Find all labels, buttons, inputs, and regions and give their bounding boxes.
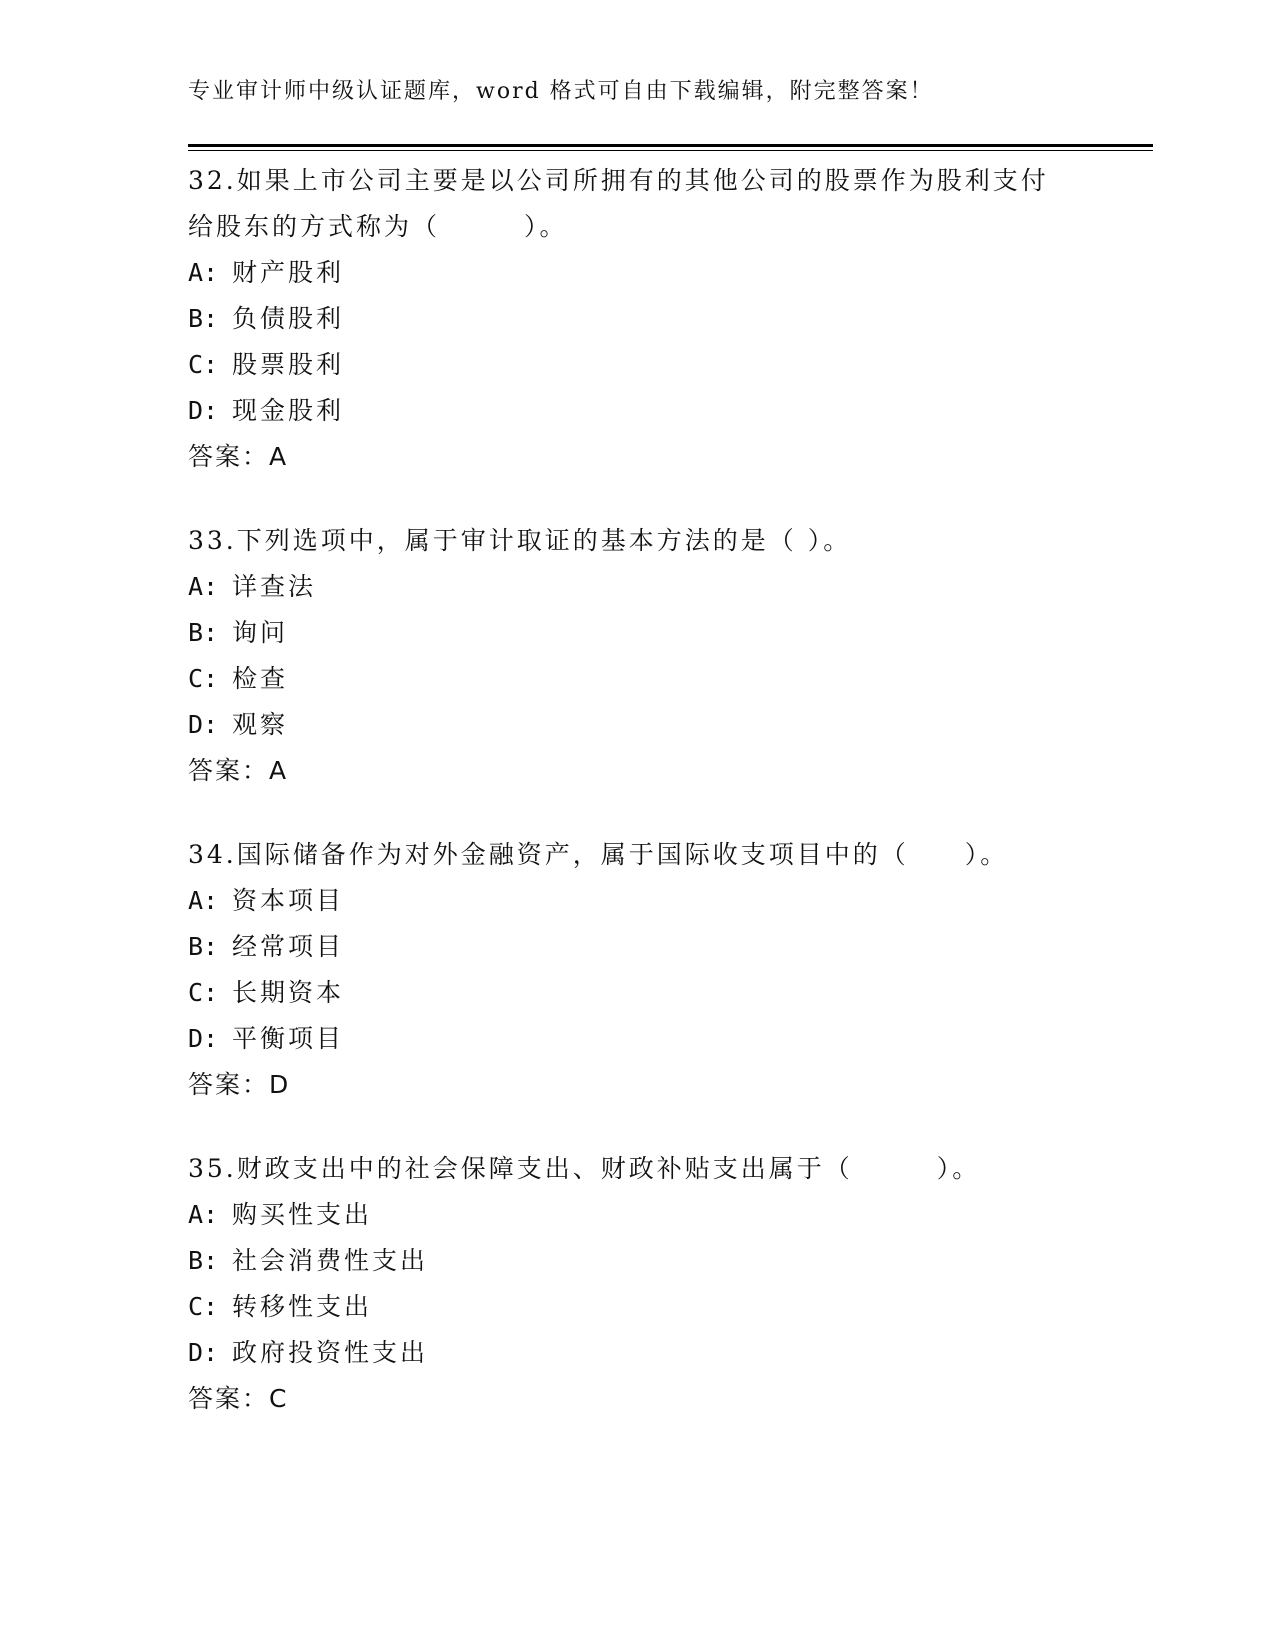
option-text: 详查法 xyxy=(232,572,317,601)
option-label: A: xyxy=(188,258,219,287)
option-c xyxy=(188,342,1153,388)
option-label: B: xyxy=(188,618,219,647)
answer-line: 答案：C xyxy=(188,1384,289,1413)
question-33 xyxy=(188,518,1153,794)
option-d xyxy=(188,702,1153,748)
option-label: A: xyxy=(188,1200,219,1229)
option-c xyxy=(188,970,1153,1016)
question-stem-line: 33.下列选项中，属于审计取证的基本方法的是（ ）。 xyxy=(188,526,852,555)
option-text: 转移性支出 xyxy=(232,1292,373,1321)
option-c xyxy=(188,656,1153,702)
question-32 xyxy=(188,158,1153,480)
option-text: 经常项目 xyxy=(232,932,345,961)
option-a xyxy=(188,250,1153,296)
page-header: 专业审计师中级认证题库，word 格式可自由下载编辑，附完整答案！ xyxy=(188,79,934,104)
answer-line: 答案：A xyxy=(188,756,289,785)
option-d xyxy=(188,1016,1153,1062)
option-text: 财产股利 xyxy=(232,258,345,287)
option-d xyxy=(188,1330,1153,1376)
answer-line: 答案：A xyxy=(188,442,289,471)
option-b xyxy=(188,610,1153,656)
option-text: 政府投资性支出 xyxy=(232,1338,429,1367)
option-label: D: xyxy=(188,396,219,425)
question-list xyxy=(188,158,1153,1460)
option-label: A: xyxy=(188,572,219,601)
question-34 xyxy=(188,832,1153,1108)
option-text: 社会消费性支出 xyxy=(232,1246,429,1275)
option-label: B: xyxy=(188,932,219,961)
option-label: C: xyxy=(188,664,219,693)
option-a xyxy=(188,878,1153,924)
option-c xyxy=(188,1284,1153,1330)
option-label: D: xyxy=(188,1024,219,1053)
header-rule-thin xyxy=(188,150,1153,151)
option-text: 观察 xyxy=(232,710,289,739)
option-b xyxy=(188,296,1153,342)
option-text: 资本项目 xyxy=(232,886,345,915)
option-label: B: xyxy=(188,304,219,333)
answer-line: 答案：D xyxy=(188,1070,291,1099)
question-stem-line: 给股东的方式称为（ ）。 xyxy=(188,212,568,241)
question-stem-line: 32.如果上市公司主要是以公司所拥有的其他公司的股票作为股利支付 xyxy=(188,166,1049,195)
option-d xyxy=(188,388,1153,434)
question-stem-line: 35.财政支出中的社会保障支出、财政补贴支出属于（ ）。 xyxy=(188,1154,981,1183)
option-a xyxy=(188,1192,1153,1238)
option-text: 现金股利 xyxy=(232,396,345,425)
question-stem-line: 34.国际储备作为对外金融资产，属于国际收支项目中的（ ）。 xyxy=(188,840,1009,869)
option-text: 平衡项目 xyxy=(232,1024,345,1053)
option-a xyxy=(188,564,1153,610)
option-label: C: xyxy=(188,350,219,379)
option-label: A: xyxy=(188,886,219,915)
option-b xyxy=(188,924,1153,970)
option-text: 询问 xyxy=(232,618,289,647)
option-label: B: xyxy=(188,1246,219,1275)
option-label: C: xyxy=(188,978,219,1007)
option-text: 股票股利 xyxy=(232,350,345,379)
option-text: 负债股利 xyxy=(232,304,345,333)
header-rule-thick xyxy=(188,144,1153,147)
option-text: 购买性支出 xyxy=(232,1200,373,1229)
question-35 xyxy=(188,1146,1153,1422)
option-label: D: xyxy=(188,1338,219,1367)
option-label: D: xyxy=(188,710,219,739)
option-label: C: xyxy=(188,1292,219,1321)
option-text: 检查 xyxy=(232,664,289,693)
option-b xyxy=(188,1238,1153,1284)
option-text: 长期资本 xyxy=(232,978,345,1007)
